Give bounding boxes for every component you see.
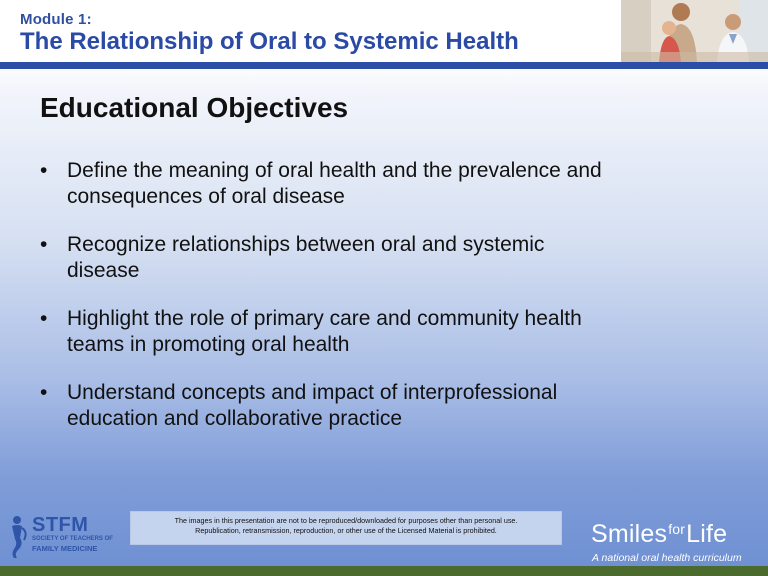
bullet-line: Highlight the role of primary care and community health — [67, 307, 582, 330]
module-label: Module 1: — [20, 11, 92, 28]
bullet-line: education and collaborative practice — [67, 407, 403, 430]
header-rule — [0, 62, 768, 69]
stfm-subtitle: SOCIETY OF TEACHERS OF — [32, 536, 113, 542]
bullet-line: Understand concepts and impact of interprofessional — [67, 381, 558, 404]
slide-title: Educational Objectives — [40, 92, 349, 123]
bullet-line: teams in promoting oral health — [67, 333, 350, 356]
stfm-subtitle-2: FAMILY MEDICINE — [32, 544, 98, 553]
list-item — [40, 232, 740, 284]
sfl-for: for — [668, 521, 686, 537]
doctor-patient-photo — [621, 0, 768, 62]
bullet-dot: • — [40, 307, 48, 330]
bullet-dot: • — [40, 233, 48, 256]
header — [0, 0, 768, 66]
copyright-notice — [130, 511, 562, 545]
bullet-line: consequences of oral disease — [67, 185, 345, 208]
stfm-name: STFM — [32, 514, 89, 536]
list-item — [40, 306, 740, 358]
footer-rule — [0, 566, 768, 576]
sfl-tagline: A national oral health curriculum — [592, 552, 742, 564]
sfl-wordmark — [591, 520, 727, 549]
sfl-smiles: Smiles — [591, 520, 668, 548]
stfm-logo — [8, 514, 118, 558]
bullet-line: disease — [67, 259, 140, 282]
bullet-line: Define the meaning of oral health and the prevalence and — [67, 159, 602, 182]
bullet-dot: • — [40, 381, 48, 404]
stfm-figure-icon — [8, 514, 30, 558]
notice-line: The images in this presentation are not to be reproduced/downloaded for purposes other than personal use. — [174, 516, 518, 525]
bullet-dot: • — [40, 159, 48, 182]
bullet-line: Recognize relationships between oral and systemic — [67, 233, 545, 256]
sfl-life: Life — [686, 520, 728, 548]
module-title: The Relationship of Oral to Systemic Health — [20, 28, 519, 55]
smiles-for-life-logo — [588, 520, 766, 566]
objectives-list — [40, 158, 740, 454]
list-item — [40, 158, 740, 210]
notice-line: Republication, retransmission, reproduction, or other use of the Licensed Material is prohibited. — [195, 526, 497, 535]
list-item — [40, 380, 740, 432]
